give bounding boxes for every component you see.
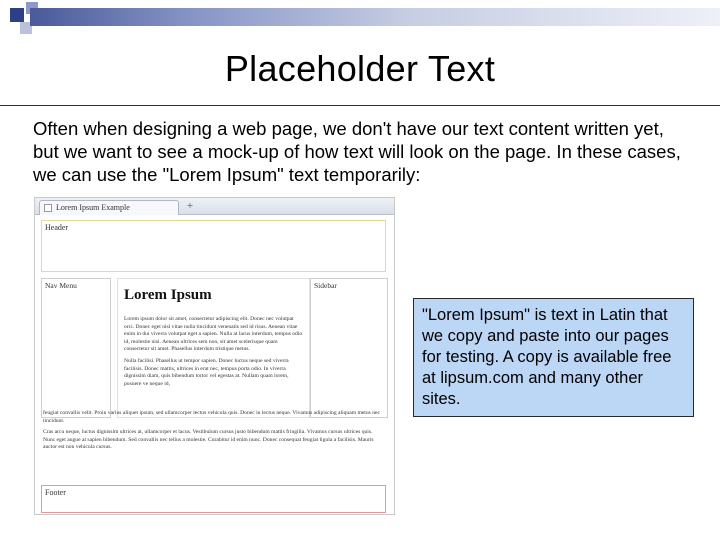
footer-label: Footer [45,488,66,497]
mockup-sidebar [310,278,388,418]
header-stripe [30,8,720,26]
decoration-square [10,8,24,22]
mockup-nav-menu [41,278,111,418]
slide-body-text: Often when designing a web page, we don't have our text content written yet, but we want to see a mock-up of how text will look on the page. In these cases, we can use the "Lorem Ipsum" text temporarily: [33,118,681,185]
mockup-footer [41,485,386,513]
info-callout: "Lorem Ipsum" is text in Latin that we copy and paste into our pages for testing. A copy is available free at lipsum.com and many other sites. [413,298,694,417]
browser-tab-bar [35,198,394,215]
lorem-paragraph: Lorem ipsum dolor sit amet, consectetur adipiscing elit. Donec nec volutpat orci. Donec eget nisl vitae nulla tincidunt venenatis sed id risus. Aenean vitae enim in dui viverra volutpat eget a sapien. Nulla at lacus interdum, tempus odio id, molestie nisi. Aenean ultrices sem non, sit amet scelerisque quam consectetur sit amet. Phasellus interdum tristique metus. [124,316,303,353]
browser-tab-title: Lorem Ipsum Example [56,203,130,212]
browser-tab[interactable] [39,200,179,215]
mockup-main-content [117,278,310,418]
page-icon [44,204,52,212]
mockup-overflow-text [43,410,383,456]
lorem-paragraph: Nulla facilisi. Phasellus ut tempor sapien. Donec luctus neque sed viverra facilisis. Donec mattis, ultrices in erat nec, tempus porta odio. In viverra dignissim diam, quis bibendum tortor vel egestas at. Nullam quam lorem, posuere ve neque id, [124,357,289,387]
sidebar-label: Sidebar [314,281,337,290]
nav-menu-label: Nav Menu [45,281,77,290]
title-divider [0,105,720,106]
lorem-paragraph: feugiat convallis velit. Proin varius aliquet ipsum, sed ullamcorper lectus vehicula quis. Donec in lectus neque. Vivamus adipiscing aliquam metus nec tincidunt. [43,410,380,424]
new-tab-button[interactable]: + [186,200,194,212]
browser-screenshot [34,197,395,515]
slide-title: Placeholder Text [224,48,496,89]
mockup-header [41,220,386,272]
header-label: Header [45,223,69,232]
lorem-paragraph: Cras arcu neque, luctus dignissim ultrices at, ullamcorper et lacus. Vestibulum cursus justo bibendum mattis fringilla. Vivamus cursus ultrices quis. Nunc eget augue at sapien bibendum. Sed convallis nec tellus a molestie. Curabitur id enim nunc. Donec consequat feugiat ligula a facilisis. Mauris auctor est non vehicula cursus. [43,429,374,451]
lorem-heading: Lorem Ipsum [124,287,212,303]
